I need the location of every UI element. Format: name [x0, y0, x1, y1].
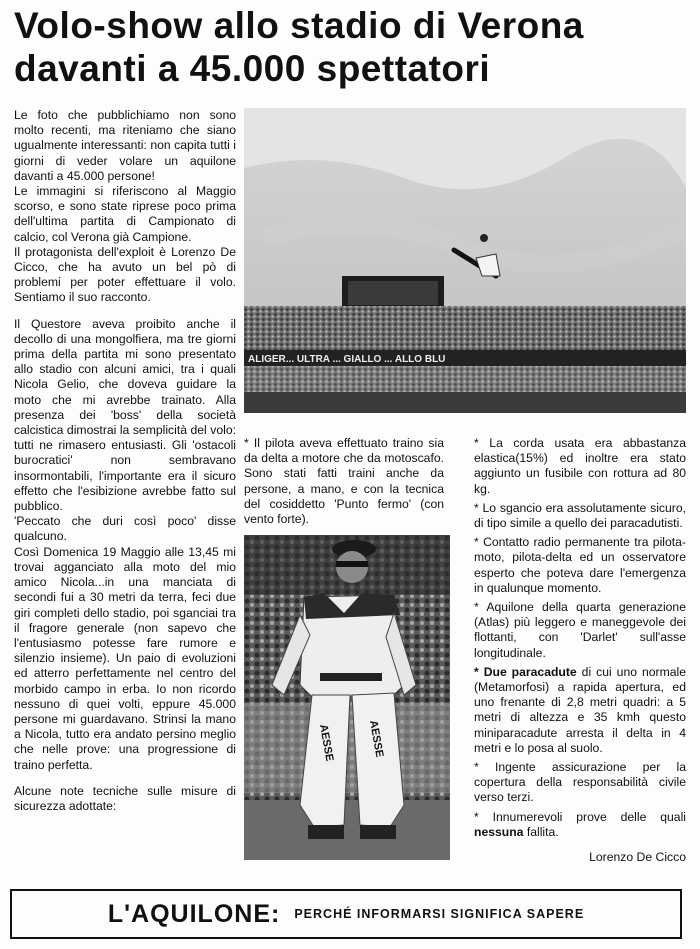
- stadium-photo: [244, 108, 686, 413]
- headline-line-2: davanti a 45.000 spettatori: [14, 48, 491, 89]
- pilot-photo: [244, 535, 450, 860]
- technical-note: * Il pilota aveva effettuato traino sia da delta a motore che da motoscafo. Sono stati fatti traini anche da persone, a mano, e con la tecnica del cosiddetto 'Punto fermo' (con vento forte).: [244, 436, 444, 527]
- paragraph: Alcune note tecniche sulle misure di sicurezza adottate:: [14, 783, 236, 813]
- technical-note: * Innumerevoli prove delle quali nessuna fallita.: [474, 809, 686, 839]
- article-middle-column: [244, 436, 444, 527]
- article-left-column: [14, 108, 236, 814]
- suit-lettering-left: AESSE: [317, 723, 336, 763]
- technical-note: * La corda usata era abbastanza elastica(15%) ed inoltre era stato aggiunto un fusibile con rottura ad 80 kg.: [474, 436, 686, 496]
- article-headline: [14, 4, 674, 90]
- paragraph: Il protagonista dell'exploit è Lorenzo De Cicco, che ha avuto un bel pò di problemi per poter effettuare il volo. Sentiamo il suo racconto.: [14, 244, 236, 305]
- technical-note: * Ingente assicurazione per la copertura della responsabilità civile verso terzi.: [474, 760, 686, 805]
- banner-title: L'AQUILONE:: [107, 899, 281, 928]
- paragraph: 'Peccato che duri così poco' disse qualcuno.: [14, 514, 236, 544]
- headline-line-1: Volo-show allo stadio di Verona: [14, 5, 584, 46]
- footer-banner: [10, 889, 682, 939]
- author-signature: Lorenzo De Cicco: [589, 850, 686, 865]
- technical-note: * Due paracadute di cui uno normale (Metamorfosi) a rapida apertura, ed uno frenante di 2,8 metri quadri: a 5 metri di altezza e 35 kmh questo miniparacadute arresta il delta in 4 metri e lo posa al suolo.: [474, 664, 686, 755]
- banner-slogan: PERCHÉ INFORMARSI SIGNIFICA SAPERE: [294, 907, 585, 921]
- article-right-column: [474, 436, 686, 865]
- technical-note: * Contatto radio permanente tra pilota-moto, pilota-delta ed un osservatore esperto che poteva dare l'emergenza in qualunque momento.: [474, 535, 686, 595]
- paragraph: Così Domenica 19 Maggio alle 13,45 mi trovai agganciato alla moto del mio amico Nicola...in una manciata di secondi fui a 30 metri da terra, feci due giri completi dello stadio, poi sganciai tra il fragore generale (non sapevo che l'entusiasmo potesse fare rumore e silenzio insieme). Un paio di evoluzioni ed atterro perfettamente nel centro del morbido campo in erba. Io non ricordo nessuno di quei volti, eppure 45.000 persone mi guardavano. Strinsi la mano a Nicola, tutto era andato persino meglio che nelle prove: una progressione di traino perfetta.: [14, 544, 236, 772]
- paragraph: Le immagini si riferiscono al Maggio scorso, e sono state riprese poco prima dell'ultima partita di Campionato di calcio, col Verona già Campione.: [14, 184, 236, 244]
- paragraph: Le foto che pubblichiamo non sono molto recenti, ma riteniamo che siano ugualmente interessanti: non capita tutti i giorni di veder volare un aquilone davanti a 45.000 persone!: [14, 108, 236, 183]
- technical-note: * Aquilone della quarta generazione (Atlas) più leggero e maneggevole dei flottanti, con 'Darlet' sull'asse longitudinale.: [474, 600, 686, 660]
- paragraph: Il Questore aveva proibito anche il decollo di una mongolfiera, ma tre giorni prima della partita mi sono presentato allo stadio con alcuni amici, tra i quali Nicola Gelio, che doveva guidare la moto che mi avrebbe trainato. Alla presenza dei 'boss' della società calcistica dimostrai la semplicità del volo: tutti ne rimasero entusiasti. Gli 'ostacoli burocratici' non sembravano insormontabili, l'importante era il sicuro effetto che l'esibizione avrebbe fatto sul pubblico.: [14, 316, 236, 514]
- suit-lettering-right: AESSE: [367, 719, 386, 759]
- stadium-banner-text: ALIGER... ULTRA ... GIALLO ... ALLO BLU: [248, 354, 446, 365]
- technical-note: * Lo sgancio era assolutamente sicuro, di tipo simile a quello dei paracadutisti.: [474, 500, 686, 531]
